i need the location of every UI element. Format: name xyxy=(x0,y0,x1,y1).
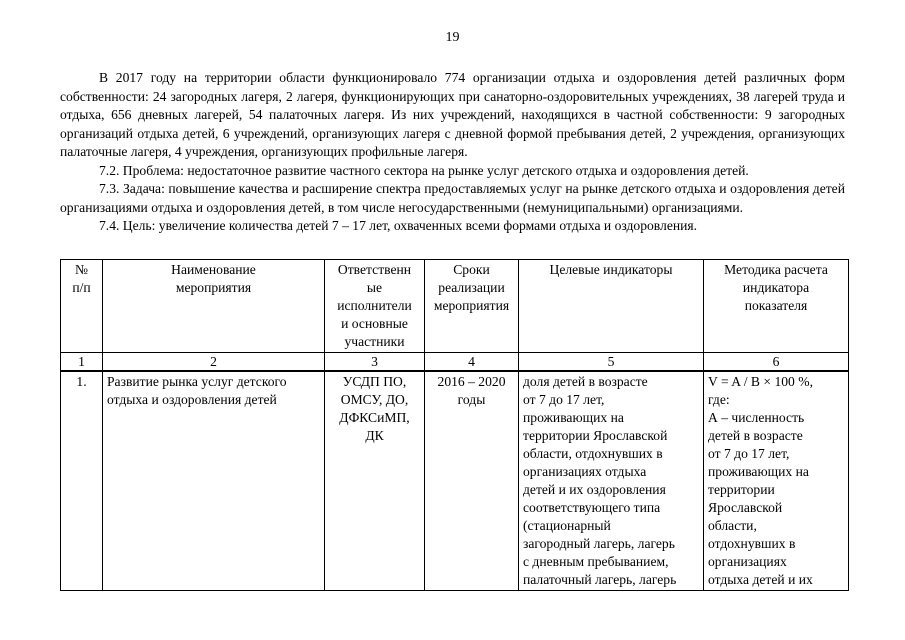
paragraph-goal: 7.4. Цель: увеличение количества детей 7 – 17 лет, охваченных всеми формами отдыха и оздоровления. xyxy=(99,218,698,233)
header-number: № п/п xyxy=(61,260,103,353)
header-method: Методика расчета индикатора показателя xyxy=(704,260,849,353)
paragraph-task: 7.3. Задача: повышение качества и расширение спектра предоставляемых услуг на рынке детского отдыха и оздоровления детей организациями отдыха и оздоровления детей, в том числе негосударственными (немуниципальными) организациями. xyxy=(60,181,845,215)
header-responsible: Ответственн ые исполнители и основные участники xyxy=(325,260,425,353)
body-text xyxy=(60,69,845,236)
column-number-2: 2 xyxy=(103,353,325,372)
header-name: Наименование мероприятия xyxy=(103,260,325,353)
header-period: Сроки реализации мероприятия xyxy=(425,260,519,353)
column-number-1: 1 xyxy=(61,353,103,372)
page-number: 19 xyxy=(445,30,460,45)
header-indicators: Целевые индикаторы xyxy=(519,260,704,353)
column-number-4: 4 xyxy=(425,353,519,372)
row-number: 1. xyxy=(61,371,103,591)
table-column-numbers-row xyxy=(61,353,849,372)
paragraph-intro: В 2017 году на территории области функционировало 774 организации отдыха и оздоровления детей различных форм собственности: 24 загородных лагеря, 2 лагеря, функционирующих при санаторно-оздоровительных учреждениях, 38 лагерей труда и отдыха, 656 дневных лагерей, 54 палаточных лагеря. Из них учреждений, находящихся в частной собственности: 9 загородных организаций отдыха детей, 6 учреждений, организующих лагеря с дневной формой пребывания детей, 2 учреждения, организующих палаточные лагеря, 4 учреждения, организующих профильные лагеря. xyxy=(60,70,845,159)
row-period: 2016 – 2020 годы xyxy=(425,371,519,591)
column-number-3: 3 xyxy=(325,353,425,372)
table-header-row xyxy=(61,260,849,353)
table-row xyxy=(61,371,849,591)
column-number-5: 5 xyxy=(519,353,704,372)
row-method: V = A / B × 100 %, где: А – численность детей в возрасте от 7 до 17 лет, проживающих на территории Ярославской области, отдохнувших в организациях отдыха детей и их xyxy=(704,371,849,591)
row-name: Развитие рынка услуг детского отдыха и оздоровления детей xyxy=(103,371,325,591)
column-number-6: 6 xyxy=(704,353,849,372)
row-indicators: доля детей в возрасте от 7 до 17 лет, проживающих на территории Ярославской области, отдохнувших в организациях отдыха детей и их оздоровления соответствующего типа (стационарный загородный лагерь, лагерь с дневным пребыванием, палаточный лагерь, лагерь xyxy=(519,371,704,591)
measures-table xyxy=(60,259,849,591)
row-responsible: УСДП ПО, ОМСУ, ДО, ДФКСиМП, ДК xyxy=(325,371,425,591)
paragraph-problem: 7.2. Проблема: недостаточное развитие частного сектора на рынке услуг детского отдыха и оздоровления детей. xyxy=(99,162,749,178)
